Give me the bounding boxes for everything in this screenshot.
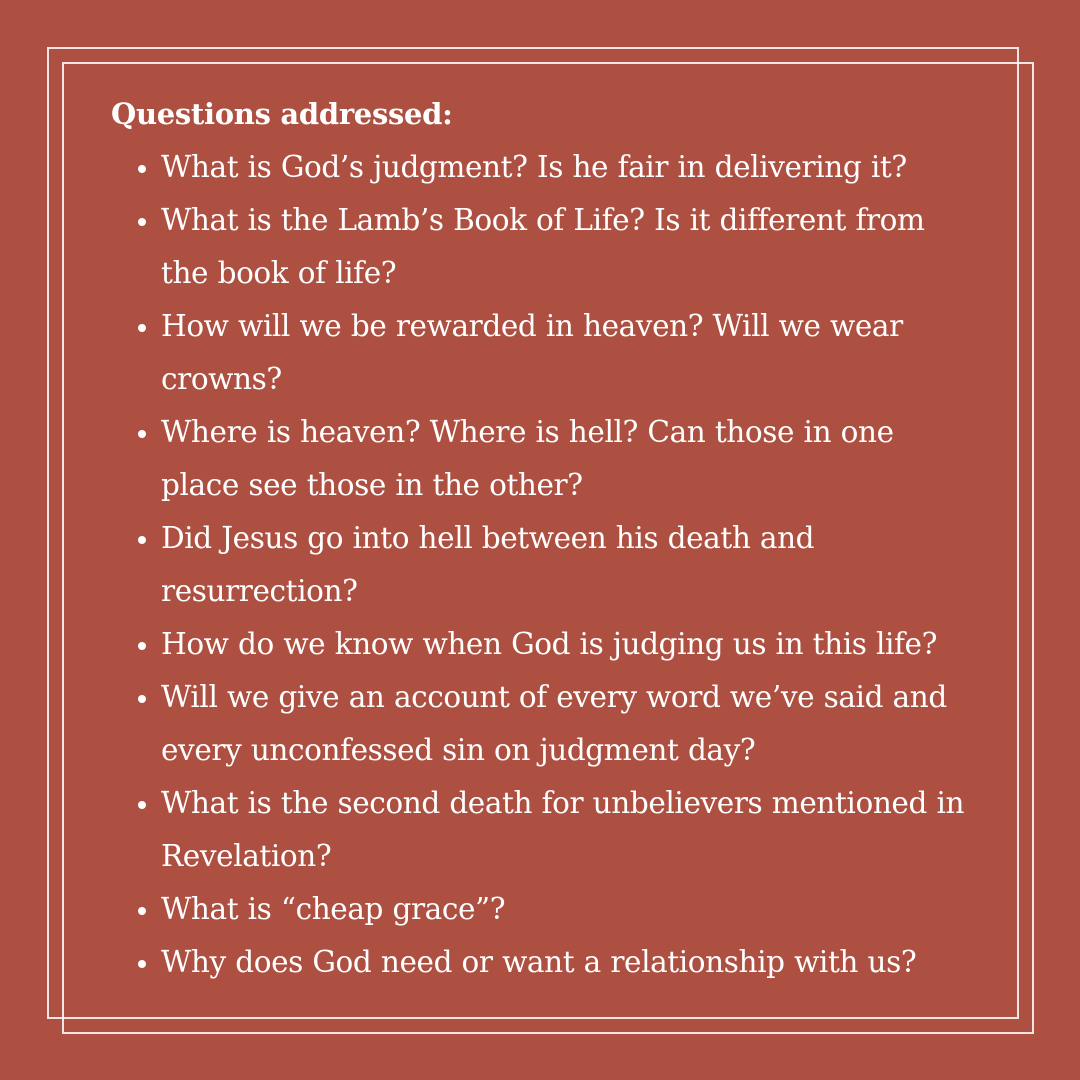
question-text: What is God’s judgment? Is he fair in delivering it? <box>161 150 907 184</box>
question-item <box>111 777 971 883</box>
questions-panel <box>111 88 971 989</box>
bullet-icon <box>138 907 146 915</box>
question-item <box>111 936 971 989</box>
question-text: Where is heaven? Where is hell? Can those in one place see those in the other? <box>161 415 894 502</box>
question-text: Did Jesus go into hell between his death and resurrection? <box>161 521 815 608</box>
question-item <box>111 883 971 936</box>
question-text: How do we know when God is judging us in this life? <box>161 627 938 661</box>
questions-heading: Questions addressed: <box>111 97 453 131</box>
question-text: How will we be rewarded in heaven? Will we wear crowns? <box>161 309 903 396</box>
question-text: What is the second death for unbelievers mentioned in Revelation? <box>161 786 965 873</box>
question-item <box>111 671 971 777</box>
bullet-icon <box>138 218 146 226</box>
question-text: What is “cheap grace”? <box>161 892 506 926</box>
question-item <box>111 194 971 300</box>
question-item <box>111 512 971 618</box>
question-item <box>111 618 971 671</box>
question-item <box>111 141 971 194</box>
bullet-icon <box>138 642 146 650</box>
question-item <box>111 406 971 512</box>
bullet-icon <box>138 960 146 968</box>
bullet-icon <box>138 165 146 173</box>
question-list <box>111 141 971 989</box>
question-text: Why does God need or want a relationship with us? <box>161 945 917 979</box>
bullet-icon <box>138 801 146 809</box>
bullet-icon <box>138 324 146 332</box>
question-text: What is the Lamb’s Book of Life? Is it different from the book of life? <box>161 203 925 290</box>
question-item <box>111 300 971 406</box>
bullet-icon <box>138 430 146 438</box>
bullet-icon <box>138 536 146 544</box>
bullet-icon <box>138 695 146 703</box>
question-text: Will we give an account of every word we’ve said and every unconfessed sin on judgment day? <box>161 680 947 767</box>
